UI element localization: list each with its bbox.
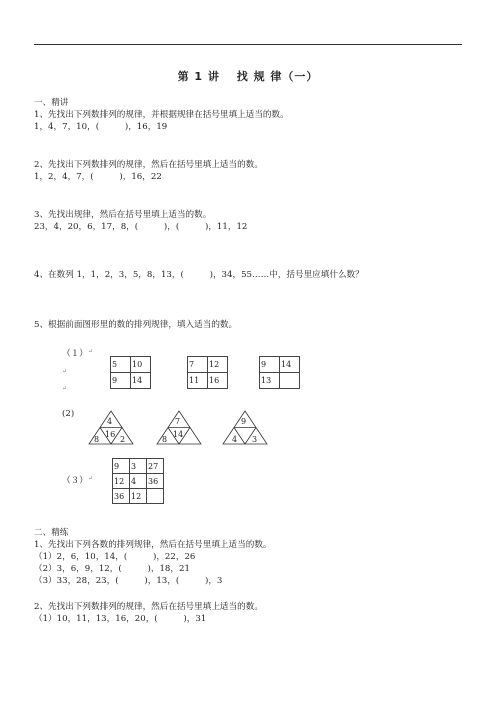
grid-cell: 12 bbox=[208, 357, 228, 373]
grid-cell: 3 bbox=[130, 459, 147, 474]
question-text: 5、根据前面图形里的数的排列规律，填入适当的数。 bbox=[34, 320, 238, 330]
return-mark: ↵ bbox=[62, 385, 68, 392]
sequence-item: （1）2，6，10，14，( )，22，26 bbox=[34, 552, 196, 562]
grid-cell: 27 bbox=[147, 459, 164, 474]
grid-cell: 9 bbox=[260, 357, 280, 373]
header-rule bbox=[34, 44, 462, 45]
question-text: 3、先找出规律，然后在括号里填上适当的数。 bbox=[34, 210, 212, 220]
triangle-top: 9 bbox=[241, 417, 247, 426]
grid-cell: 10 bbox=[131, 357, 151, 373]
number-triangle bbox=[88, 410, 134, 450]
grid-cell: 36 bbox=[147, 474, 164, 489]
number-triangle bbox=[222, 410, 268, 450]
grid-cell: 12 bbox=[130, 489, 147, 504]
grid-cell: 12 bbox=[113, 474, 130, 489]
sequence-item: （2）3，6，9，12，( )，18，21 bbox=[34, 564, 190, 574]
grid-cell: 36 bbox=[113, 489, 130, 504]
section-heading: 二、精练 bbox=[34, 528, 69, 538]
return-mark: ↵ bbox=[88, 475, 94, 482]
sequence-text: 23，4，20，6，17，8，( )，( )，11，12 bbox=[34, 222, 248, 232]
grid-cell: 16 bbox=[208, 373, 228, 389]
grid-cell bbox=[280, 373, 300, 389]
grid-cell: 11 bbox=[188, 373, 208, 389]
grid-cell: 13 bbox=[260, 373, 280, 389]
triangle-left: 4 bbox=[232, 435, 238, 444]
sequence-item: （3）33，28，23，( )，13，( )，3 bbox=[34, 576, 223, 586]
question-text: 1、先找出下列数排列的规律，并根据规律在括号里填上适当的数。 bbox=[34, 110, 289, 120]
question-text: 2、先找出下列数排列的规律，然后在括号里填上适当的数。 bbox=[34, 602, 263, 612]
question-text: 2、先找出下列数排列的规律，然后在括号里填上适当的数。 bbox=[34, 160, 263, 170]
number-grid bbox=[112, 458, 164, 504]
sequence-text: 1，2，4，7，( )，16，22 bbox=[34, 172, 162, 182]
figure-label: （１） bbox=[62, 349, 88, 359]
triangle-right: 2 bbox=[120, 435, 126, 444]
triangle-left: 8 bbox=[162, 435, 168, 444]
triangle-left: 8 bbox=[94, 435, 100, 444]
grid-cell: 9 bbox=[113, 459, 130, 474]
grid-cell: 5 bbox=[111, 357, 131, 373]
figure-label: （３） bbox=[62, 476, 88, 486]
return-mark: ↵ bbox=[62, 368, 68, 375]
grid-cell: 14 bbox=[280, 357, 300, 373]
page-title: 第 1 讲 找 规 律（一） bbox=[177, 70, 319, 83]
grid-cell bbox=[147, 489, 164, 504]
grid-cell: 7 bbox=[188, 357, 208, 373]
triangle-top: 4 bbox=[107, 417, 113, 426]
figure-label: (2) bbox=[62, 409, 75, 419]
sequence-text: 1，4，7，10，( )，16，19 bbox=[34, 122, 168, 132]
return-mark: ↵ bbox=[88, 348, 94, 355]
number-grid bbox=[110, 356, 151, 389]
grid-cell: 4 bbox=[130, 474, 147, 489]
grid-cell: 14 bbox=[131, 373, 151, 389]
question-text: 1、先找出下列各数的排列规律，然后在括号里填上适当的数。 bbox=[34, 540, 272, 550]
triangle-top: 7 bbox=[175, 417, 181, 426]
section-heading: 一、精讲 bbox=[34, 98, 69, 108]
question-text: 4、在数列 1，1，2，3，5，8，13，( )，34，55……中，括号里应填什么数？ bbox=[34, 270, 364, 280]
grid-cell: 9 bbox=[111, 373, 131, 389]
triangle-center: 14 bbox=[173, 430, 184, 439]
number-grid bbox=[187, 356, 228, 389]
triangle-right: 3 bbox=[252, 435, 258, 444]
number-triangle bbox=[156, 410, 202, 450]
triangle-center: 16 bbox=[105, 430, 116, 439]
sequence-item: （1）10，11，13，16，20，( )，31 bbox=[34, 614, 207, 624]
number-grid bbox=[259, 356, 300, 389]
